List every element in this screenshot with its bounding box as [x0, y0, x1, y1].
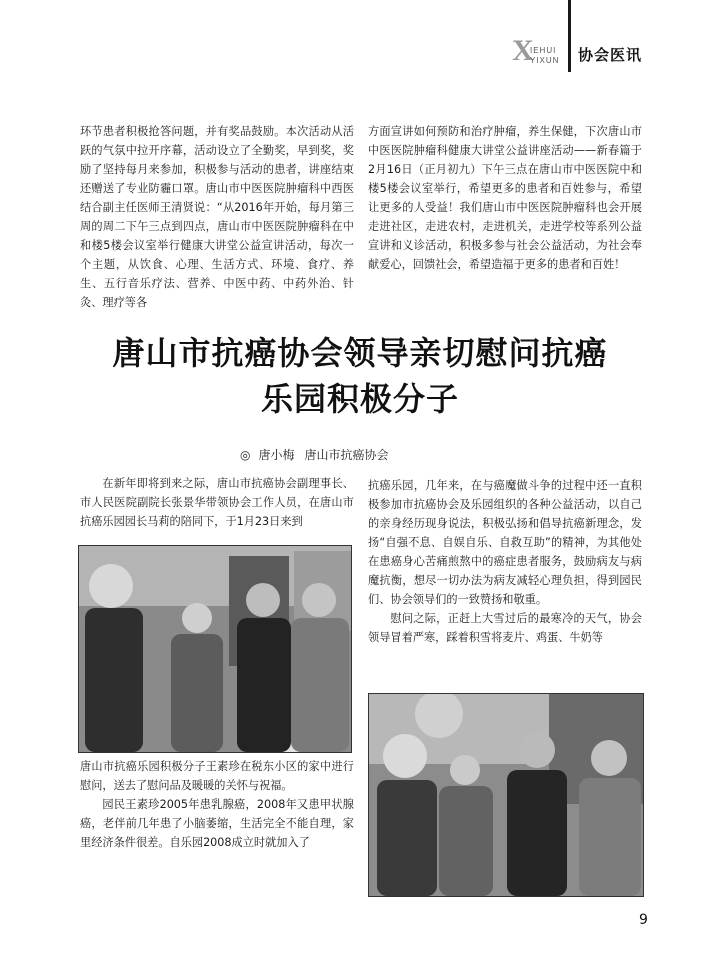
logo-letter: X	[512, 34, 534, 67]
article-paragraph-2: 园民王素珍2005年患乳腺癌，2008年又患甲状腺癌，老伴前几年患了小脑萎缩，生活完全不能自理，家里经济条件很差。自乐园2008成立时就加入了	[80, 798, 354, 849]
photo-leaders-greeting-image	[369, 694, 643, 896]
article-paragraph-2-continued: 抗癌乐园，几年来，在与癌魔做斗争的过程中还一直积极参加市抗癌协会及乐园组织的各种公益活动，以自己的亲身经历现身说法，积极弘扬和倡导抗癌新理念，发扬“自强不息、自娱自乐、自救互助”的精神，为其他处在患癌身心苦痛煎熬中的癌症患者服务，鼓励病友与病魔抗衡，想尽一切办法为病友减轻心理负担，得到园民们、协会领导们的一致赞扬和敬重。	[368, 479, 642, 606]
logo-pinyin-bottom: YIXUN	[530, 56, 560, 65]
previous-article-right-column	[368, 122, 642, 274]
previous-article-text-left: 环节患者积极抢答问题，并有奖品鼓励。本次活动从活跃的气氛中拉开序幕，活动设立了全勤奖，早到奖，奖励了坚持每月来参加，积极参与活动的患者，讲座结束还赠送了专业防霾口罩。唐山市中医医院肿瘤科中西医结合副主任医师王清贤说：“从2016年开始，每月第三周的周二下午三点到四点，唐山市中医医院肿瘤科在中和楼5楼会议室举行健康大讲堂公益宣讲活动，每次一个主题，从饮食、心理、生活方式、环境、食疗、养生、五行音乐疗法、营养、中医中药、中药外治、针灸、理疗等各	[80, 125, 354, 309]
column-logo	[512, 30, 562, 70]
article-paragraph-3: 慰问之际，正赶上大雪过后的最寒冷的天气，协会领导冒着严寒，踩着积雪将麦片、鸡蛋、牛奶等	[368, 612, 642, 644]
author-organization: 唐山市抗癌协会	[304, 448, 389, 462]
page-number: 9	[639, 912, 648, 928]
article-title	[60, 330, 660, 422]
article-right-column	[368, 476, 642, 647]
photo-visit-home-image	[79, 546, 351, 752]
previous-article-left-column	[80, 122, 354, 312]
article-paragraph-1-continued: 唐山市抗癌乐园积极分子王素珍在税东小区的家中进行慰问，送去了慰问品及暖暖的关怀与祝福。	[80, 760, 354, 792]
article-paragraph-1: 在新年即将到来之际，唐山市抗癌协会副理事长、市人民医院副院长张景华带领协会工作人员，在唐山市抗癌乐园园长马莉的陪同下，于1月23日来到	[80, 477, 354, 528]
section-title: 协会医讯	[578, 46, 643, 64]
article-title-line-1: 唐山市抗癌协会领导亲切慰问抗癌	[112, 334, 608, 372]
byline-symbol: ◎	[240, 448, 251, 462]
article-left-column-bottom	[80, 757, 354, 852]
article-title-line-2: 乐园积极分子	[260, 380, 459, 418]
photo-leaders-greeting	[368, 693, 644, 897]
previous-article-text-right: 方面宣讲如何预防和治疗肿瘤，养生保健，下次唐山市中医医院肿瘤科健康大讲堂公益讲座活动——新春篇于2月16日（正月初九）下午三点在唐山市中医医院中和楼5楼会议室举行，希望更多的患者和百姓参与，希望让更多的人受益！我们唐山市中医医院肿瘤科也会开展走进社区，走进农村，走进机关，走进学校等系列公益宣讲和义诊活动，积极多参与社会公益活动，为社会奉献爱心，回馈社会，希望造福于更多的患者和百姓！	[368, 125, 642, 271]
article-left-column-top	[80, 474, 354, 531]
author-name: 唐小梅	[258, 448, 295, 462]
photo-visit-home	[78, 545, 352, 753]
header-divider	[568, 0, 571, 72]
byline	[240, 446, 389, 463]
logo-pinyin-top: IEHUI	[530, 46, 557, 55]
